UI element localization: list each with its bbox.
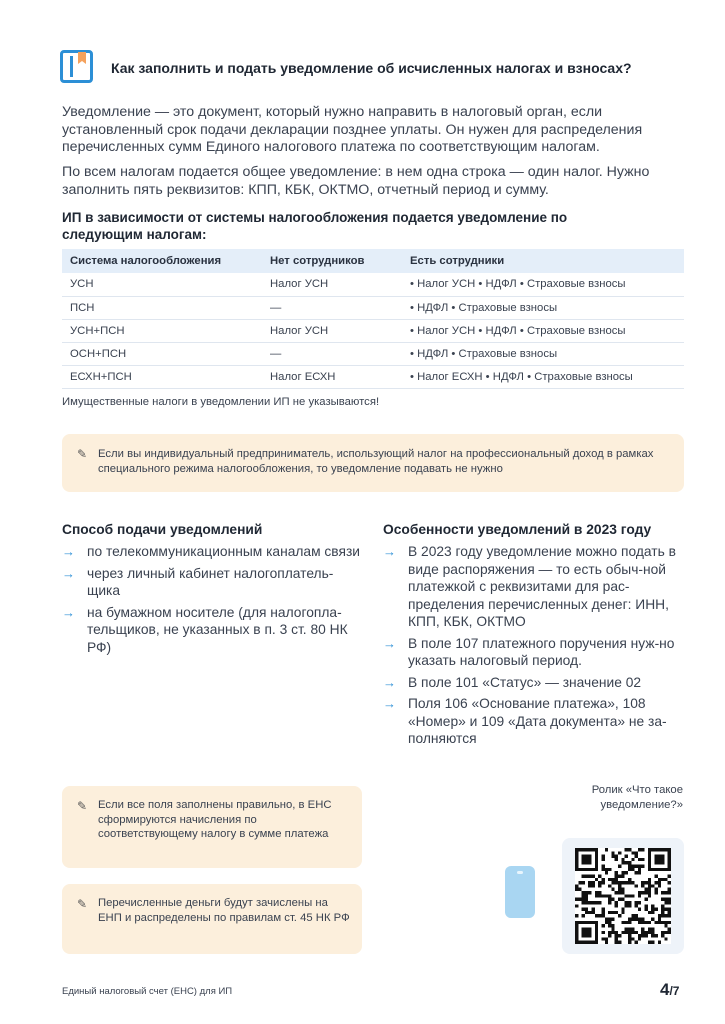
list-item: → через личный кабинет налогоплатель-щика (62, 565, 334, 598)
table-cell: — (262, 296, 402, 319)
table-cell: УСН+ПСН (62, 319, 262, 342)
qr-caption: Ролик «Что такое уведомление?» (591, 784, 683, 811)
table-cell: Налог ЕСХН (262, 365, 402, 388)
column-header: Есть сотрудники (402, 249, 684, 273)
callout-self-employed (62, 434, 684, 492)
table-cell: ПСН (62, 296, 262, 319)
table-cell: Налог УСН (262, 273, 402, 296)
table-row (62, 365, 684, 388)
table-cell: • НДФЛ • Страховые взносы (402, 342, 684, 365)
list-item: → на бумажном носителе (для налогопла-тельщиков, не указанных в п. 3 ст. 80 НК РФ) (62, 604, 348, 655)
table-row (62, 342, 684, 365)
page-title: Как заполнить и подать уведомление об исчисленных налогах и взносах? (111, 60, 632, 76)
callout-text: Перечисленные деньги будут зачислены на ЕНП и распределены по правилам ст. 45 НК РФ (98, 897, 350, 924)
qr-code-container (562, 838, 684, 954)
list-item: → В поле 107 платежного поручения нуж-но указать налоговый период. (383, 635, 675, 668)
table-cell: • Налог ЕСХН • НДФЛ • Страховые взносы (402, 365, 684, 388)
arrow-right-icon: → (383, 635, 396, 651)
arrow-right-icon: → (383, 696, 396, 711)
table-header-row (62, 249, 684, 273)
features-title: Особенности уведомлений в 2023 году (383, 522, 652, 537)
list-item: → по телекоммуникационным каналам связи (62, 544, 360, 559)
column-header: Система налогообложения (62, 249, 262, 273)
features-list (383, 543, 686, 752)
tax-systems-table (62, 249, 684, 389)
table-row (62, 273, 684, 296)
list-item: → В поле 101 «Статус» — значение 02 (383, 674, 642, 690)
list-item: → В 2023 году уведомление можно подать в виде распоряжения — то есть обыч-ной платежкой с реквизитами для рас-пределения перечисленных денег: ИНН, КПП, КБК, ОКТМО (383, 544, 676, 629)
book-icon (60, 50, 93, 83)
pin-icon: ✎ (77, 799, 88, 813)
callout-text: Если все поля заполнены правильно, в ЕНС сформируются начисления по соответствующему налогу в сумме платежа (98, 799, 332, 840)
list-item: → Поля 106 «Основание платежа», 108 «Номер» и 109 «Дата документа» не за-полняются (383, 696, 667, 746)
pin-icon: ✎ (77, 897, 88, 911)
table-cell: ЕСХН+ПСН (62, 365, 262, 388)
table-row (62, 296, 684, 319)
column-header: Нет сотрудников (262, 249, 402, 273)
table-cell: • НДФЛ • Страховые взносы (402, 296, 684, 319)
table-cell: Налог УСН (262, 319, 402, 342)
callout-enp-distribution (62, 884, 362, 954)
table-cell: ОСН+ПСН (62, 342, 262, 365)
table-row (62, 319, 684, 342)
arrow-right-icon: → (62, 544, 75, 559)
callout-ens-charges (62, 786, 362, 868)
table-cell: • Налог УСН • НДФЛ • Страховые взносы (402, 319, 684, 342)
arrow-right-icon: → (62, 565, 75, 581)
intro-paragraph-2: По всем налогам подается общее уведомление: в нем одна строка — один налог. Нужно заполнить пять реквизитов: КПП, КБК, ОКТМО, отчетный период и сумму. (62, 164, 650, 198)
table-cell: — (262, 342, 402, 365)
intro-paragraph-1: Уведомление — это документ, который нужно направить в налоговый орган, если установленный срок подачи декларации позднее уплаты. Он нужен для распределения перечисленных сумм Единого налогового платежа по соответствующим налогам. (62, 104, 643, 155)
callout-text: Если вы индивидуальный предприниматель, использующий налог на профессиональный доход в рамках специального режима налогообложения, то уведомление подавать не нужно (98, 448, 654, 475)
table-footnote: Имущественные налоги в уведомлении ИП не указываются! (62, 396, 380, 408)
footer-title: Единый налоговый счет (ЕНС) для ИП (62, 986, 233, 997)
methods-title: Способ подачи уведомлений (62, 522, 263, 537)
arrow-right-icon: → (62, 604, 75, 620)
methods-list (62, 543, 362, 660)
arrow-right-icon: → (383, 544, 396, 559)
table-cell: • Налог УСН • НДФЛ • Страховые взносы (402, 273, 684, 296)
page-number: 4/7 (660, 980, 680, 999)
table-heading: ИП в зависимости от системы налогообложения подается уведомление по следующим налогам: (62, 210, 568, 242)
table-cell: УСН (62, 273, 262, 296)
arrow-right-icon: → (383, 674, 396, 690)
pin-icon: ✎ (77, 447, 88, 461)
phone-icon (505, 866, 535, 918)
qr-code[interactable] (575, 848, 671, 944)
